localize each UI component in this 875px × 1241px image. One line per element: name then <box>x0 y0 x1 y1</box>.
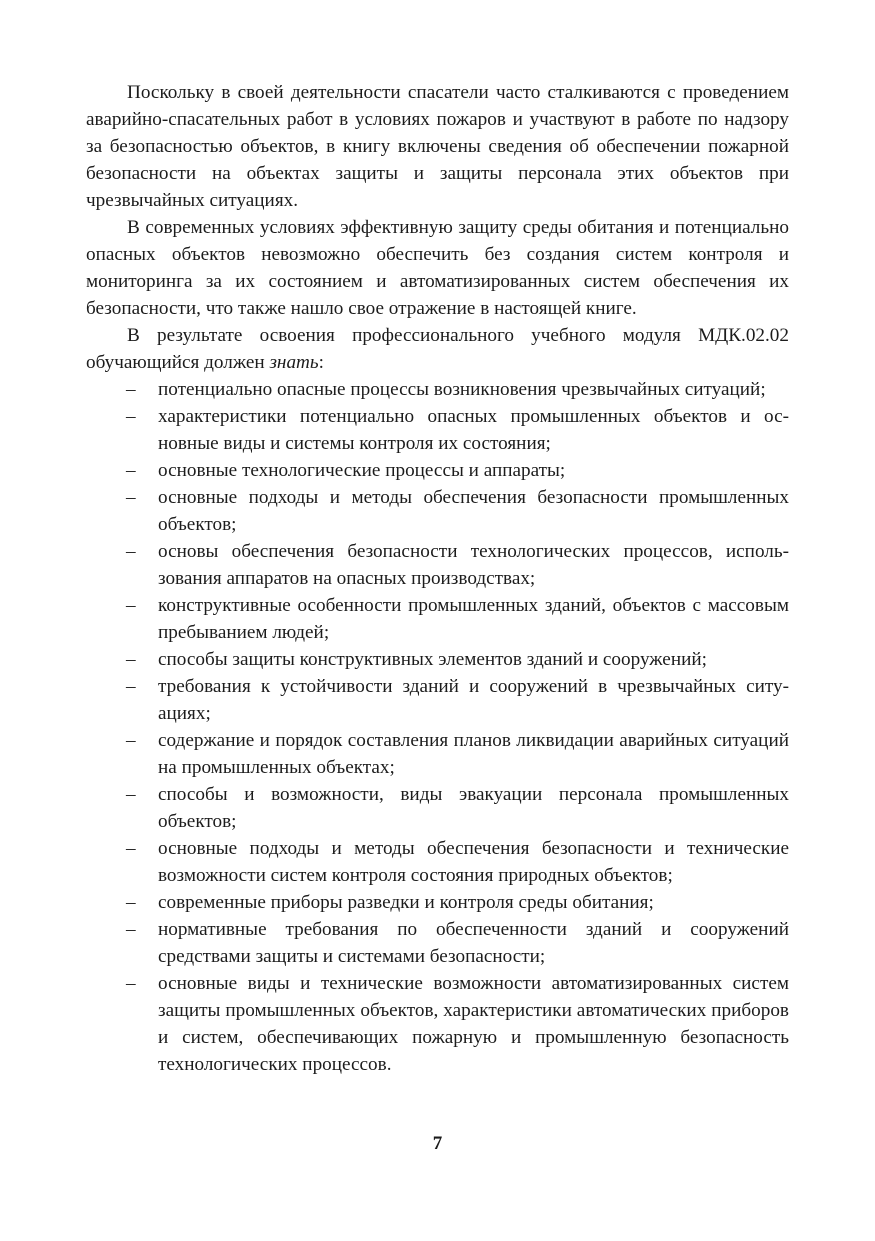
dash-marker: – <box>126 406 136 427</box>
list-item-text: основные технологические процессы и аппараты; <box>158 460 566 481</box>
list-item-text: нормативные требования по обеспеченности зданий и сооружений средствами защиты и системами безопасности; <box>158 919 789 967</box>
list-item-text: основные подходы и методы обеспечения безопасности промышленных объектов; <box>158 487 789 535</box>
intro-emphasis: знать <box>269 352 319 373</box>
list-item <box>86 781 789 835</box>
list-item-text: содержание и порядок составления планов ликвидации аварийных ситуаций на промышленных объектах; <box>158 730 789 778</box>
dash-marker: – <box>126 379 136 400</box>
list-item <box>86 970 789 1078</box>
list-item-text: основные подходы и методы обеспечения безопасности и технические возможности систем контроля состояния природных объектов; <box>158 838 789 886</box>
dash-marker: – <box>126 460 136 481</box>
list-item <box>86 457 789 484</box>
list-item <box>86 646 789 673</box>
list-item <box>86 889 789 916</box>
list-item-text: основы обеспечения безопасности технологических процессов, использования аппаратов на опасных производствах; <box>158 541 789 589</box>
list-item <box>86 916 789 970</box>
list-item-text: способы и возможности, виды эвакуации персонала промышленных объектов; <box>158 784 789 832</box>
dash-marker: – <box>126 973 136 994</box>
page-body <box>86 79 789 1078</box>
dash-marker: – <box>126 730 136 751</box>
list-item-text: конструктивные особенности промышленных зданий, объектов с массовым пребыванием людей; <box>158 595 789 643</box>
intro-text: В результате освоения профессионального учебного модуля МДК.02.02 обучающийся должен <box>86 325 789 373</box>
list-item-text: современные приборы разведки и контроля среды обитания; <box>158 892 654 913</box>
list-item <box>86 403 789 457</box>
paragraph-monitoring: В современных условиях эффективную защиту среды обитания и потенциально опасных объектов невозможно обеспечить без создания систем контроля и мониторинга за их состоянием и автоматизированных систем обеспечения их безопасности, что также нашло свое отражение в настоящей книге. <box>86 217 789 319</box>
list-item <box>86 592 789 646</box>
list-item-text: потенциально опасные процессы возникновения чрезвычайных ситуаций; <box>158 379 766 400</box>
list-item-text: основные виды и технические возможности автоматизированных систем защиты промышленных объектов, характеристики автоматических приборов и систем, обеспечивающих пожарную и промышленную безопасность технологических процессов. <box>158 973 789 1075</box>
page-number: 7 <box>432 1133 443 1154</box>
list-item <box>86 673 789 727</box>
paragraph-intro <box>86 322 789 376</box>
list-item <box>86 538 789 592</box>
list-item <box>86 376 789 403</box>
list-item <box>86 484 789 538</box>
dash-marker: – <box>126 595 136 616</box>
dash-marker: – <box>126 541 136 562</box>
list-item-text: требования к устойчивости зданий и сооружений в чрезвычайных ситуациях; <box>158 676 789 724</box>
knowledge-list <box>86 376 789 1078</box>
paragraph-rescuers: Поскольку в своей деятельности спасатели часто сталкиваются с проведением аварийно-спасательных работ в условиях пожаров и участвуют в работе по надзору за безопасностью объектов, в книгу включены сведения об обеспечении пожарной безопасности на объектах защиты и защиты персонала этих объектов при чрезвычайных ситуациях. <box>86 82 789 211</box>
list-item <box>86 727 789 781</box>
dash-marker: – <box>126 676 136 697</box>
intro-suffix: : <box>318 352 324 373</box>
dash-marker: – <box>126 919 136 940</box>
dash-marker: – <box>126 892 136 913</box>
dash-marker: – <box>126 487 136 508</box>
list-item <box>86 835 789 889</box>
dash-marker: – <box>126 784 136 805</box>
list-item-text: способы защиты конструктивных элементов зданий и сооружений; <box>158 649 707 670</box>
dash-marker: – <box>126 649 136 670</box>
list-item-text: характеристики потенциально опасных промышленных объектов и основные виды и системы контроля их состояния; <box>158 406 789 454</box>
dash-marker: – <box>126 838 136 859</box>
